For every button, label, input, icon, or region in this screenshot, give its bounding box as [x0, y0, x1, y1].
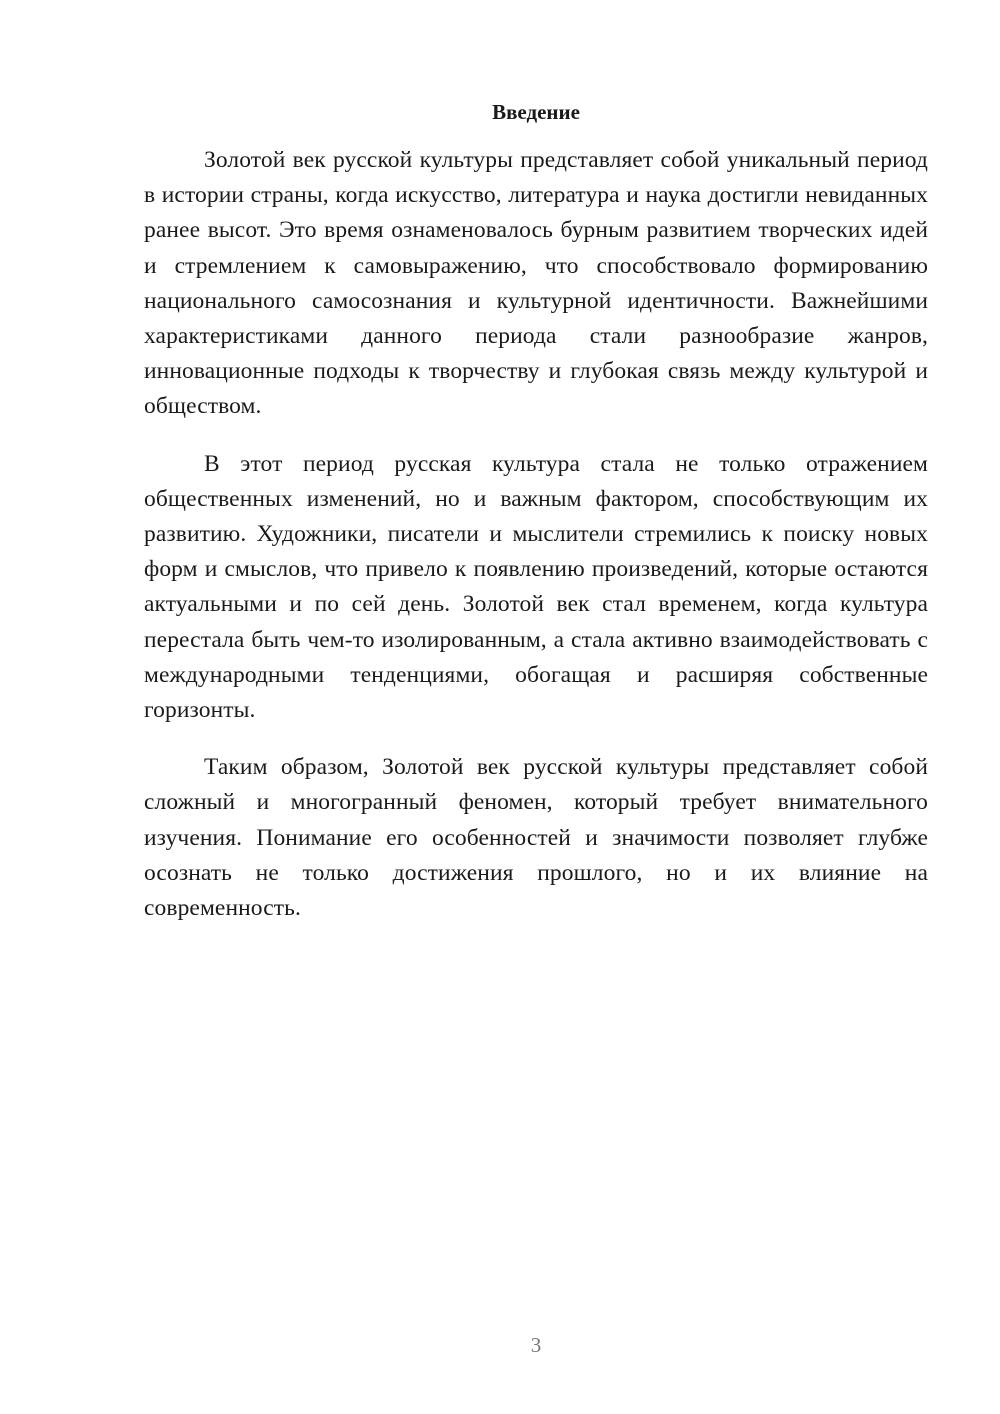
paragraph-1: Золотой век русской культуры представляет собой уникальный период в истории страны, когда искусство, литература и наука достигли невиданных ранее высот. Это время ознаменовалось бурным развитием творческих идей и стремлением к самовыражению, что способствовало формированию национального самосознания и культурной идентичности. Важнейшими характеристиками данного периода стали разнообразие жанров, инновационные подходы к творчеству и глубокая связь между культурой и обществом. [144, 147, 928, 420]
paragraph-3: Таким образом, Золотой век русской культуры представляет собой сложный и многогранный феномен, который требует внимательного изучения. Понимание его особенностей и значимости позволяет глубже осознать не только достижения прошлого, но и их влияние на современность. [144, 754, 928, 922]
body-text [144, 143, 928, 948]
page-number: 3 [530, 1333, 542, 1357]
section-heading: Введение [492, 100, 580, 124]
paragraph-2: В этот период русская культура стала не только отражением общественных изменений, но и важным фактором, способствующим их развитию. Художники, писатели и мыслители стремились к поиску новых форм и смыслов, что привело к появлению произведений, которые остаются актуальными и по сей день. Золотой век стал временем, когда культура перестала быть чем-то изолированным, а стала активно взаимодействовать с международными тенденциями, обогащая и расширяя собственные горизонты. [144, 450, 928, 724]
